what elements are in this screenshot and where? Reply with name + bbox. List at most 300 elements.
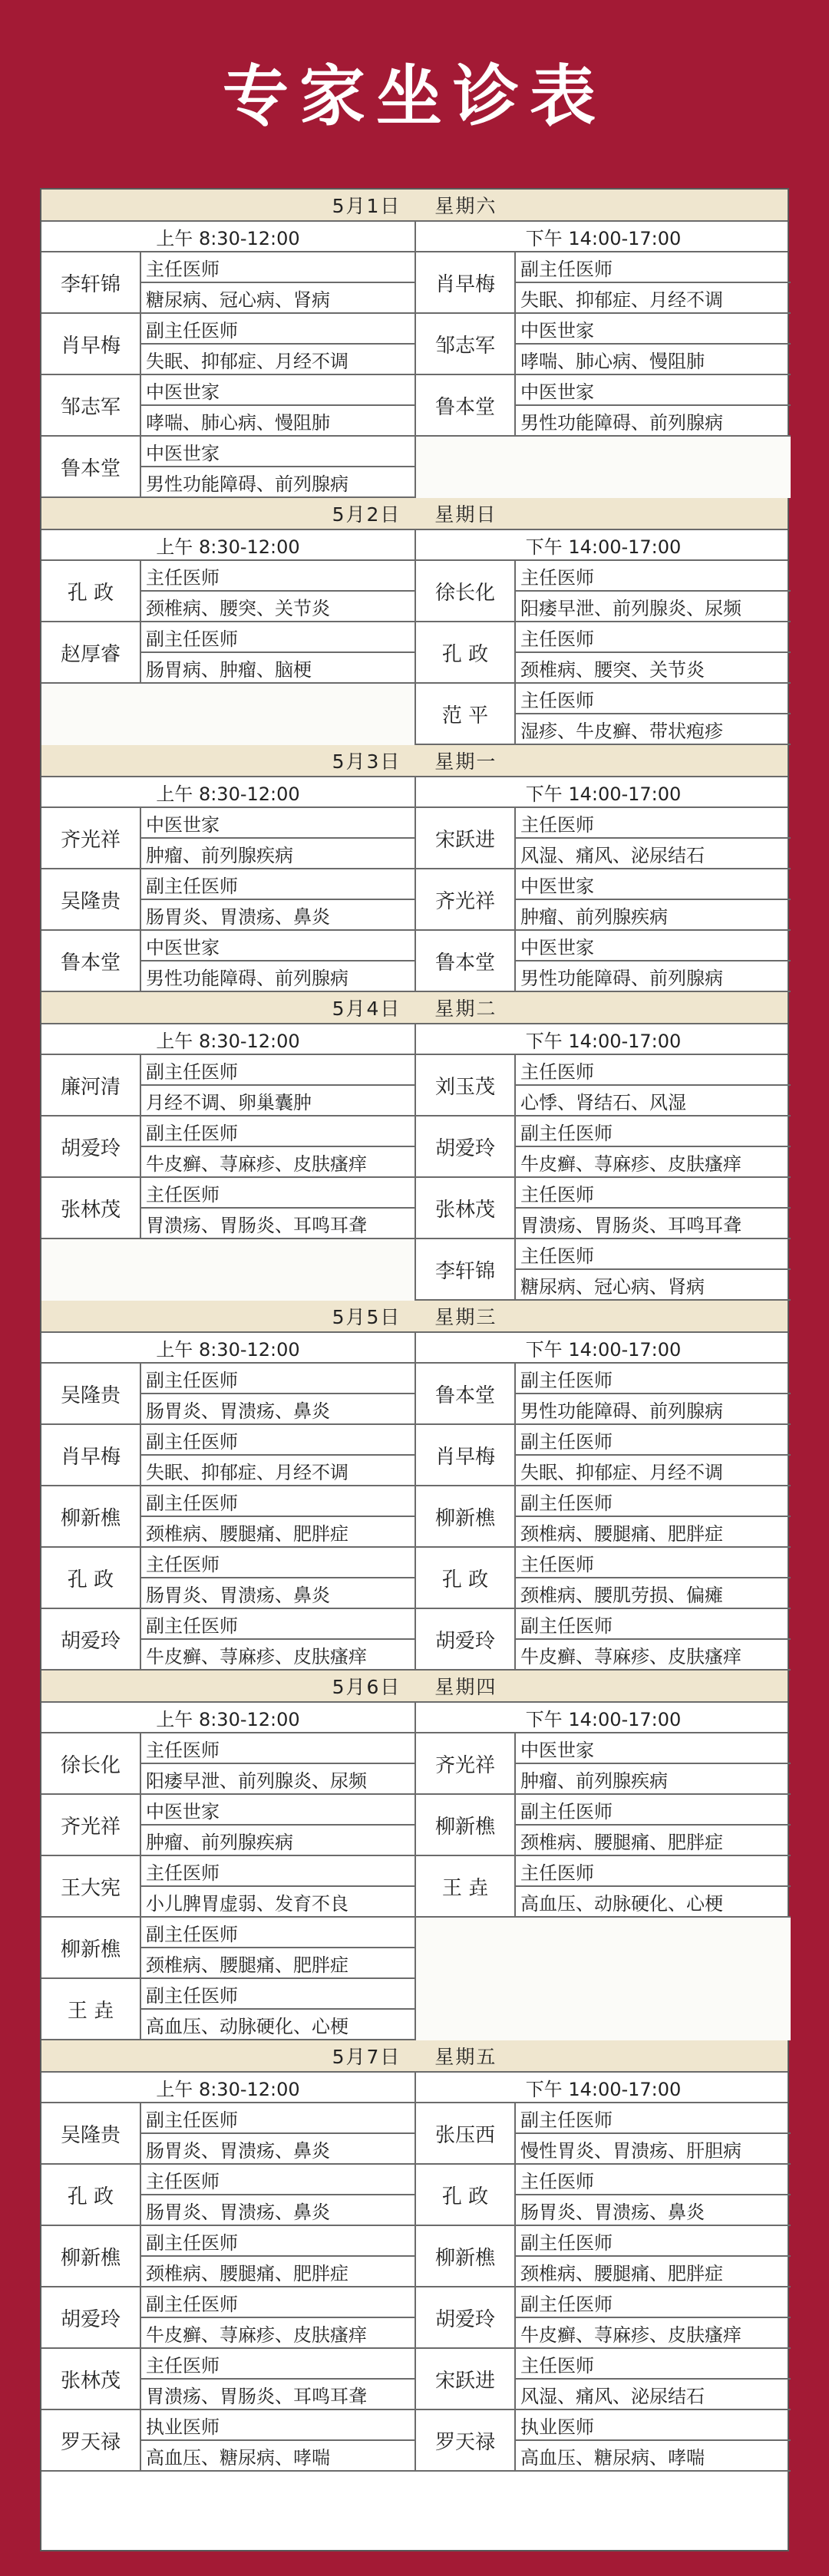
doctor-name: 孔 政 [416, 2165, 514, 2226]
doctor-info [140, 1116, 414, 1178]
time-row [41, 777, 788, 808]
doctor-title: 主任医师 [140, 2349, 414, 2380]
morning-slot [41, 1055, 416, 1116]
schedule-row [41, 1178, 788, 1239]
morning-slot [41, 1116, 416, 1178]
doctor-title: 副主任医师 [514, 1425, 791, 1456]
afternoon-slot [416, 375, 791, 437]
doctor-name: 赵厚睿 [41, 622, 140, 684]
doctor-info [514, 2165, 791, 2226]
doctor-info [514, 1116, 791, 1178]
doctor-name: 柳新樵 [41, 2226, 140, 2287]
doctor-title: 副主任医师 [140, 622, 414, 653]
doctor-name: 孔 政 [416, 622, 514, 684]
doctor-name: 王大宪 [41, 1856, 140, 1918]
morning-slot [41, 931, 416, 992]
morning-slot [41, 2103, 416, 2165]
doctor-name: 肖早梅 [41, 314, 140, 375]
morning-slot [41, 1364, 416, 1425]
doctor-info [140, 1918, 414, 1979]
morning-slot [41, 1979, 416, 2040]
doctor-specialty: 月经不调、卵巢囊肿 [140, 1086, 414, 1116]
doctor-info [140, 869, 414, 931]
doctor-info [514, 622, 791, 684]
day-weekday: 星期二 [434, 998, 497, 1020]
doctor-title: 副主任医师 [140, 2226, 414, 2257]
doctor-title: 中医世家 [140, 808, 414, 839]
doctor-info [514, 1548, 791, 1609]
doctor-name: 李轩锦 [416, 1239, 514, 1301]
day-weekday: 星期四 [434, 1676, 497, 1698]
doctor-specialty: 高血压、糖尿病、哮喘 [140, 2441, 414, 2472]
afternoon-slot [416, 1856, 791, 1918]
doctor-info [140, 931, 414, 992]
schedule-row [41, 684, 788, 745]
doctor-title: 副主任医师 [514, 1795, 791, 1826]
doctor-title: 主任医师 [140, 1178, 414, 1209]
day-date: 5月2日 [332, 503, 401, 526]
morning-slot [41, 1425, 416, 1486]
doctor-specialty: 失眠、抑郁症、月经不调 [140, 345, 414, 375]
doctor-specialty: 肿瘤、前列腺疾病 [514, 900, 791, 931]
doctor-title: 主任医师 [514, 1055, 791, 1086]
doctor-specialty: 男性功能障碍、前列腺病 [514, 961, 791, 992]
doctor-name: 齐光祥 [416, 1733, 514, 1795]
time-row [41, 1333, 788, 1364]
page-title: 专家坐诊表 [223, 58, 606, 135]
doctor-info [514, 2103, 791, 2165]
morning-session-label: 上午 8:30-12:00 [41, 1333, 416, 1362]
doctor-title: 副主任医师 [514, 252, 791, 283]
doctor-specialty: 颈椎病、腰腿痛、肥胖症 [514, 1826, 791, 1856]
doctor-title: 执业医师 [140, 2410, 414, 2441]
schedule-row [41, 2226, 788, 2287]
morning-session-label: 上午 8:30-12:00 [41, 222, 416, 251]
doctor-info [514, 1364, 791, 1425]
doctor-title: 执业医师 [514, 2410, 791, 2441]
morning-slot [41, 869, 416, 931]
day-section [41, 1671, 788, 2040]
schedule-row [41, 314, 788, 375]
day-header [41, 745, 788, 777]
doctor-name: 胡爱玲 [416, 1116, 514, 1178]
doctor-info [140, 1856, 414, 1918]
doctor-info [140, 2226, 414, 2287]
doctor-info [514, 684, 791, 745]
doctor-specialty: 糖尿病、冠心病、肾病 [140, 283, 414, 314]
doctor-title: 副主任医师 [140, 1055, 414, 1086]
doctor-info [514, 2410, 791, 2472]
afternoon-slot [416, 2226, 791, 2287]
day-date: 5月3日 [332, 750, 401, 773]
doctor-title: 主任医师 [514, 1178, 791, 1209]
doctor-title: 副主任医师 [140, 314, 414, 345]
morning-session-label: 上午 8:30-12:00 [41, 1703, 416, 1732]
doctor-title: 中医世家 [140, 931, 414, 961]
doctor-title: 副主任医师 [140, 2287, 414, 2318]
doctor-name: 王 垚 [41, 1979, 140, 2040]
doctor-info [140, 1055, 414, 1116]
doctor-title: 主任医师 [514, 1239, 791, 1270]
doctor-info [140, 437, 414, 498]
doctor-specialty: 湿疹、牛皮癣、带状疱疹 [514, 714, 791, 745]
doctor-specialty: 失眠、抑郁症、月经不调 [514, 1456, 791, 1486]
morning-session-label: 上午 8:30-12:00 [41, 530, 416, 559]
time-row [41, 530, 788, 561]
doctor-info [514, 252, 791, 314]
afternoon-slot [416, 252, 791, 314]
doctor-title: 副主任医师 [140, 1609, 414, 1640]
doctor-specialty: 颈椎病、腰腿痛、肥胖症 [140, 1517, 414, 1548]
afternoon-slot [416, 1239, 791, 1301]
doctor-specialty: 肿瘤、前列腺疾病 [514, 1764, 791, 1795]
schedule-row [41, 1795, 788, 1856]
afternoon-slot [416, 314, 791, 375]
doctor-info [140, 252, 414, 314]
afternoon-slot [416, 2165, 791, 2226]
doctor-title: 副主任医师 [514, 1609, 791, 1640]
doctor-info [514, 561, 791, 622]
morning-slot [41, 622, 416, 684]
doctor-specialty: 牛皮癣、荨麻疹、皮肤瘙痒 [514, 1147, 791, 1178]
doctor-name: 王 垚 [416, 1856, 514, 1918]
doctor-specialty: 牛皮癣、荨麻疹、皮肤瘙痒 [140, 2318, 414, 2349]
doctor-info [514, 1856, 791, 1918]
doctor-name: 李轩锦 [41, 252, 140, 314]
day-section [41, 498, 788, 745]
doctor-info [514, 1239, 791, 1301]
schedule-row [41, 2349, 788, 2410]
doctor-title: 主任医师 [514, 1856, 791, 1887]
doctor-title: 中医世家 [514, 931, 791, 961]
schedule-row [41, 1548, 788, 1609]
empty-slot [41, 684, 414, 745]
doctor-specialty: 胃溃疡、胃肠炎、耳鸣耳聋 [140, 1209, 414, 1239]
day-section [41, 745, 788, 992]
doctor-specialty: 哮喘、肺心病、慢阻肺 [140, 406, 414, 437]
doctor-title: 中医世家 [140, 437, 414, 467]
doctor-info [514, 1055, 791, 1116]
doctor-title: 主任医师 [514, 808, 791, 839]
doctor-name: 宋跃进 [416, 2349, 514, 2410]
doctor-specialty: 失眠、抑郁症、月经不调 [514, 283, 791, 314]
afternoon-slot [416, 931, 791, 992]
afternoon-slot [416, 622, 791, 684]
doctor-name: 齐光祥 [41, 808, 140, 869]
morning-slot [41, 561, 416, 622]
doctor-specialty: 糖尿病、冠心病、肾病 [514, 1270, 791, 1301]
doctor-name: 罗天禄 [416, 2410, 514, 2472]
doctor-info [514, 1486, 791, 1548]
schedule-row [41, 1116, 788, 1178]
doctor-info [140, 314, 414, 375]
doctor-name: 齐光祥 [416, 869, 514, 931]
empty-slot [416, 1918, 791, 1979]
afternoon-slot [416, 1425, 791, 1486]
doctor-specialty: 牛皮癣、荨麻疹、皮肤瘙痒 [140, 1147, 414, 1178]
schedule-row [41, 2287, 788, 2349]
doctor-info [514, 2226, 791, 2287]
doctor-specialty: 哮喘、肺心病、慢阻肺 [514, 345, 791, 375]
schedule-table [40, 188, 789, 2551]
schedule-row [41, 1425, 788, 1486]
schedule-row [41, 375, 788, 437]
doctor-title: 主任医师 [140, 1733, 414, 1764]
morning-slot [41, 2287, 416, 2349]
morning-slot [41, 1178, 416, 1239]
doctor-title: 主任医师 [514, 561, 791, 592]
doctor-specialty: 颈椎病、腰腿痛、肥胖症 [140, 2257, 414, 2287]
day-header [41, 498, 788, 530]
afternoon-session-label: 下午 14:00-17:00 [525, 2078, 682, 2100]
schedule-row [41, 1364, 788, 1425]
doctor-specialty: 肠胃炎、胃溃疡、鼻炎 [140, 2134, 414, 2165]
empty-slot [416, 1979, 791, 2040]
doctor-specialty: 颈椎病、腰腿痛、肥胖症 [514, 2257, 791, 2287]
doctor-specialty: 肿瘤、前列腺疾病 [140, 1826, 414, 1856]
doctor-info [140, 1609, 414, 1671]
doctor-title: 中医世家 [140, 1795, 414, 1826]
afternoon-slot [416, 1116, 791, 1178]
day-section [41, 1301, 788, 1671]
schedule-row [41, 1979, 788, 2040]
afternoon-session-label: 下午 14:00-17:00 [525, 1030, 682, 1052]
doctor-title: 副主任医师 [140, 1116, 414, 1147]
doctor-name: 邹志军 [41, 375, 140, 437]
doctor-title: 副主任医师 [140, 1486, 414, 1517]
doctor-name: 徐长化 [41, 1733, 140, 1795]
morning-slot [41, 2349, 416, 2410]
morning-slot [41, 2410, 416, 2472]
doctor-specialty: 男性功能障碍、前列腺病 [514, 1394, 791, 1425]
doctor-specialty: 风湿、痛风、泌尿结石 [514, 839, 791, 869]
morning-slot [41, 1548, 416, 1609]
doctor-title: 主任医师 [140, 1548, 414, 1578]
schedule-row [41, 869, 788, 931]
doctor-specialty: 阳痿早泄、前列腺炎、尿频 [140, 1764, 414, 1795]
doctor-info [514, 1733, 791, 1795]
doctor-specialty: 肠胃病、肿瘤、脑梗 [140, 653, 414, 684]
day-date: 5月4日 [332, 998, 401, 1020]
doctor-name: 吴隆贵 [41, 869, 140, 931]
schedule-row [41, 2410, 788, 2472]
schedule-row [41, 622, 788, 684]
doctor-name: 邹志军 [416, 314, 514, 375]
morning-slot [41, 1733, 416, 1795]
doctor-specialty: 失眠、抑郁症、月经不调 [140, 1456, 414, 1486]
doctor-specialty: 颈椎病、腰突、关节炎 [514, 653, 791, 684]
afternoon-slot [416, 869, 791, 931]
doctor-name: 肖早梅 [41, 1425, 140, 1486]
afternoon-session-label: 下午 14:00-17:00 [525, 536, 682, 558]
doctor-name: 胡爱玲 [416, 2287, 514, 2349]
schedule-row [41, 1486, 788, 1548]
doctor-name: 鲁本堂 [416, 931, 514, 992]
doctor-specialty: 肠胃炎、胃溃疡、鼻炎 [140, 2195, 414, 2226]
doctor-info [140, 2287, 414, 2349]
doctor-specialty: 高血压、动脉硬化、心梗 [140, 2010, 414, 2040]
afternoon-slot [416, 1055, 791, 1116]
day-weekday: 星期一 [434, 750, 497, 773]
afternoon-slot [416, 1548, 791, 1609]
doctor-info [514, 869, 791, 931]
doctor-info [140, 2349, 414, 2410]
doctor-info [514, 2349, 791, 2410]
doctor-title: 主任医师 [514, 2349, 791, 2380]
doctor-name: 张压西 [416, 2103, 514, 2165]
doctor-title: 主任医师 [140, 561, 414, 592]
doctor-info [140, 1486, 414, 1548]
doctor-name: 鲁本堂 [416, 375, 514, 437]
afternoon-session-label: 下午 14:00-17:00 [525, 783, 682, 805]
afternoon-slot [416, 2103, 791, 2165]
doctor-name: 张林茂 [41, 1178, 140, 1239]
schedule-row [41, 1239, 788, 1301]
doctor-name: 刘玉茂 [416, 1055, 514, 1116]
day-header [41, 190, 788, 222]
afternoon-slot [416, 1609, 791, 1671]
doctor-specialty: 阳痿早泄、前列腺炎、尿频 [514, 592, 791, 622]
doctor-name: 鲁本堂 [416, 1364, 514, 1425]
day-header [41, 1301, 788, 1333]
morning-slot [41, 314, 416, 375]
doctor-title: 副主任医师 [140, 1425, 414, 1456]
doctor-specialty: 肠胃炎、胃溃疡、鼻炎 [514, 2195, 791, 2226]
doctor-specialty: 慢性胃炎、胃溃疡、肝胆病 [514, 2134, 791, 2165]
day-section [41, 992, 788, 1301]
doctor-name: 孔 政 [41, 561, 140, 622]
doctor-name: 张林茂 [41, 2349, 140, 2410]
empty-slot [41, 1239, 414, 1301]
doctor-specialty: 牛皮癣、荨麻疹、皮肤瘙痒 [140, 1640, 414, 1671]
afternoon-slot [416, 2410, 791, 2472]
doctor-title: 副主任医师 [514, 2226, 791, 2257]
doctor-specialty: 男性功能障碍、前列腺病 [140, 467, 414, 498]
doctor-name: 胡爱玲 [41, 1116, 140, 1178]
doctor-specialty: 胃溃疡、胃肠炎、耳鸣耳聋 [140, 2380, 414, 2410]
doctor-title: 副主任医师 [140, 1979, 414, 2010]
doctor-info [140, 2410, 414, 2472]
doctor-specialty: 颈椎病、腰腿痛、肥胖症 [514, 1517, 791, 1548]
doctor-specialty: 小儿脾胃虚弱、发育不良 [140, 1887, 414, 1918]
afternoon-slot [416, 1733, 791, 1795]
morning-slot [41, 684, 416, 745]
day-weekday: 星期五 [434, 2046, 497, 2068]
time-row [41, 1024, 788, 1055]
schedule-row [41, 808, 788, 869]
doctor-name: 吴隆贵 [41, 1364, 140, 1425]
doctor-title: 副主任医师 [140, 1364, 414, 1394]
afternoon-slot [416, 1486, 791, 1548]
doctor-specialty: 肿瘤、前列腺疾病 [140, 839, 414, 869]
day-date: 5月1日 [332, 195, 401, 217]
schedule-row [41, 2165, 788, 2226]
doctor-specialty: 颈椎病、腰腿痛、肥胖症 [140, 1948, 414, 1979]
morning-slot [41, 252, 416, 314]
schedule-row [41, 2103, 788, 2165]
doctor-name: 柳新樵 [416, 1795, 514, 1856]
afternoon-slot [416, 684, 791, 745]
doctor-specialty: 男性功能障碍、前列腺病 [140, 961, 414, 992]
time-row [41, 222, 788, 252]
doctor-info [514, 808, 791, 869]
doctor-info [140, 1425, 414, 1486]
doctor-name: 鲁本堂 [41, 931, 140, 992]
doctor-name: 范 平 [416, 684, 514, 745]
doctor-specialty: 心悸、肾结石、风湿 [514, 1086, 791, 1116]
schedule-row [41, 437, 788, 498]
doctor-title: 副主任医师 [140, 1918, 414, 1948]
doctor-info [514, 1609, 791, 1671]
morning-session-label: 上午 8:30-12:00 [41, 777, 416, 806]
doctor-name: 柳新樵 [416, 1486, 514, 1548]
doctor-info [514, 375, 791, 437]
doctor-name: 肖早梅 [416, 1425, 514, 1486]
afternoon-slot [416, 2287, 791, 2349]
doctor-info [140, 1733, 414, 1795]
day-weekday: 星期六 [434, 195, 497, 217]
afternoon-slot [416, 1364, 791, 1425]
day-header [41, 2040, 788, 2073]
doctor-specialty: 牛皮癣、荨麻疹、皮肤瘙痒 [514, 2318, 791, 2349]
day-header [41, 1671, 788, 1703]
day-section [41, 2040, 788, 2472]
doctor-info [514, 2287, 791, 2349]
doctor-title: 中医世家 [514, 314, 791, 345]
schedule-row [41, 1055, 788, 1116]
doctor-info [140, 1795, 414, 1856]
doctor-name: 孔 政 [416, 1548, 514, 1609]
doctor-info [140, 622, 414, 684]
doctor-specialty: 牛皮癣、荨麻疹、皮肤瘙痒 [514, 1640, 791, 1671]
doctor-title: 主任医师 [514, 684, 791, 714]
afternoon-slot [416, 1979, 791, 2040]
doctor-title: 中医世家 [140, 375, 414, 406]
doctor-title: 中医世家 [514, 869, 791, 900]
doctor-specialty: 颈椎病、腰突、关节炎 [140, 592, 414, 622]
doctor-specialty: 肠胃炎、胃溃疡、鼻炎 [140, 1578, 414, 1609]
morning-session-label: 上午 8:30-12:00 [41, 1024, 416, 1054]
doctor-specialty: 胃溃疡、胃肠炎、耳鸣耳聋 [514, 1209, 791, 1239]
time-row [41, 1703, 788, 1733]
doctor-title: 副主任医师 [514, 2103, 791, 2134]
doctor-info [140, 808, 414, 869]
morning-slot [41, 1609, 416, 1671]
doctor-name: 柳新樵 [41, 1918, 140, 1979]
doctor-name: 徐长化 [416, 561, 514, 622]
morning-slot [41, 2226, 416, 2287]
doctor-info [140, 375, 414, 437]
doctor-info [140, 2103, 414, 2165]
morning-slot [41, 1856, 416, 1918]
doctor-name: 胡爱玲 [41, 2287, 140, 2349]
doctor-name: 胡爱玲 [41, 1609, 140, 1671]
doctor-name: 宋跃进 [416, 808, 514, 869]
schedule-row [41, 931, 788, 992]
doctor-name: 肖早梅 [416, 252, 514, 314]
afternoon-slot [416, 561, 791, 622]
schedule-row [41, 252, 788, 314]
afternoon-session-label: 下午 14:00-17:00 [525, 1708, 682, 1730]
empty-slot [416, 437, 791, 498]
schedule-row [41, 561, 788, 622]
doctor-info [140, 1979, 414, 2040]
doctor-title: 中医世家 [514, 375, 791, 406]
schedule-row [41, 1609, 788, 1671]
morning-slot [41, 1918, 416, 1979]
morning-slot [41, 437, 416, 498]
doctor-title: 副主任医师 [514, 1364, 791, 1394]
